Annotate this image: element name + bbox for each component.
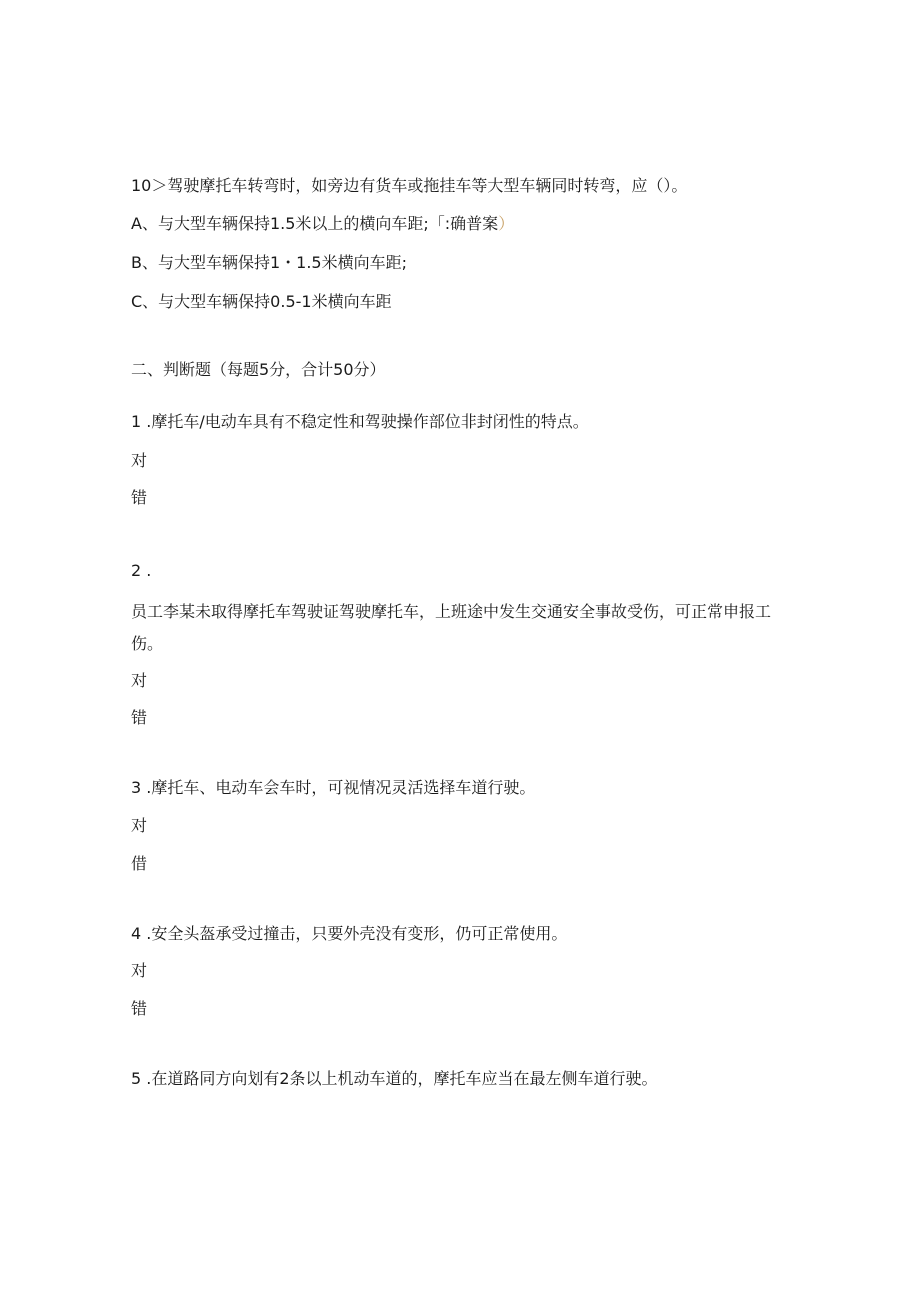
judgment-3-option-true[interactable]: 对 (131, 816, 148, 835)
judgment-4-option-true[interactable]: 对 (131, 961, 148, 980)
question-10-option-a (131, 214, 514, 234)
judgment-2-number: 2 . (131, 561, 152, 580)
question-10-stem: 10＞驾驶摩托车转弯时，如旁边有货车或拖挂车等大型车辆同时转弯，应（）。 (131, 176, 688, 195)
answer-mark: ） (498, 214, 515, 233)
judgment-1-text: 1 .摩托车/电动车具有不稳定性和驾驶操作部位非封闭性的特点。 (131, 412, 589, 431)
judgment-2-text: 员工李某未取得摩托车驾驶证驾驶摩托车，上班途中发生交通安全事故受伤，可正常申报工伤。 (131, 602, 772, 653)
judgment-3-text: 3 .摩托车、电动车会车时，可视情况灵活选择车道行驶。 (131, 778, 536, 797)
judgment-5-text: 5 .在道路同方向划有2条以上机动车道的，摩托车应当在最左侧车道行驶。 (131, 1069, 658, 1088)
judgment-4-option-false[interactable]: 错 (131, 999, 148, 1018)
judgment-2-option-false[interactable]: 错 (131, 708, 148, 727)
question-10-option-c: C、与大型车辆保持0.5-1米横向车距 (131, 292, 392, 311)
judgment-3-option-false[interactable]: 借 (131, 854, 148, 873)
judgment-1-option-true[interactable]: 对 (131, 451, 148, 470)
section-heading-judgment: 二、判断题（每题5分，合计50分） (131, 360, 386, 379)
judgment-4-text: 4 .安全头盔承受过撞击，只要外壳没有变形，仍可正常使用。 (131, 924, 568, 943)
judgment-2-option-true[interactable]: 对 (131, 671, 148, 690)
question-10-option-b: B、与大型车辆保持1・1.5米横向车距; (131, 253, 407, 272)
judgment-1-option-false[interactable]: 错 (131, 488, 148, 507)
option-a-text: A、与大型车辆保持1.5米以上的横向车距;「:确普案 (131, 214, 499, 233)
